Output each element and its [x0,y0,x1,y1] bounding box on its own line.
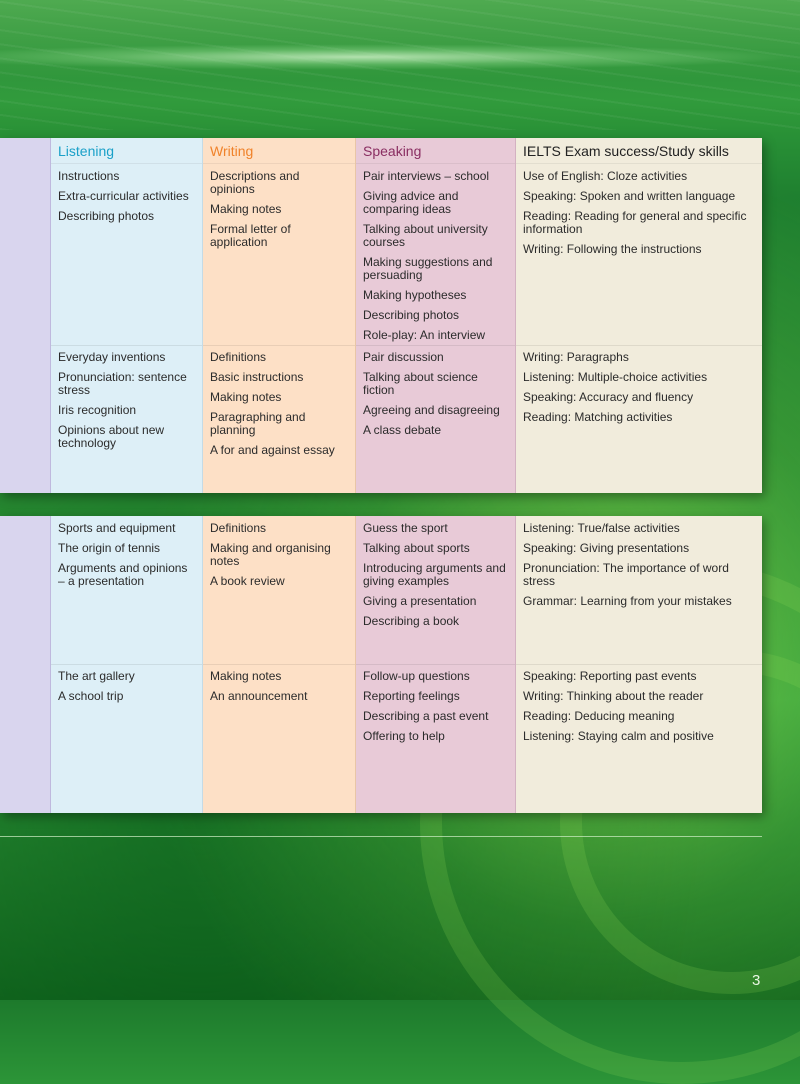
list-item: Speaking: Giving presentations [523,541,690,555]
list-item: Pair interviews – school [363,169,490,183]
unit-column [0,138,51,493]
list-item: Listening: Staying calm and positive [523,729,714,743]
list-item: Basic instructions [210,370,304,384]
list-item: Making notes [210,202,282,216]
list-item: Pair discussion [363,350,444,364]
header-glow [0,44,800,70]
list-item: Talking about university courses [363,222,488,249]
list-item: Listening: Multiple-choice activities [523,370,708,384]
divider-rule [0,836,762,837]
list-item: Reading: Reading for general and specific information [523,209,747,236]
row-3-ielts [516,522,762,615]
writing-header: Writing [203,138,355,164]
list-item: Introducing arguments and giving examples [363,561,506,588]
row-1-writing [203,170,355,256]
list-item: Grammar: Learning from your mistakes [523,594,732,608]
list-item: Descriptions and opinions [210,169,300,196]
unit-column [0,516,51,813]
ielts-header: IELTS Exam success/Study skills [516,138,762,164]
list-item: Giving advice and comparing ideas [363,189,459,216]
list-item: Making and organising notes [210,541,331,568]
listening-column [51,516,203,813]
row-2-writing [203,351,355,464]
list-item: Making hypotheses [363,288,467,302]
list-item: Making notes [210,390,282,404]
list-item: Reading: Deducing meaning [523,709,675,723]
list-item: Talking about science fiction [363,370,478,397]
list-item: Describing a past event [363,709,489,723]
list-item: Pronunciation: The importance of word stress [523,561,729,588]
list-item: Making notes [210,669,282,683]
writing-column [203,516,356,813]
listening-column [51,138,203,493]
list-item: An announcement [210,689,308,703]
row-4-speaking [356,670,515,750]
list-item: Pronunciation: sentence stress [58,370,187,397]
row-3-speaking [356,522,515,635]
list-item: Reading: Matching activities [523,410,673,424]
listening-header: Listening [51,138,202,164]
syllabus-panel-1 [0,138,762,493]
list-item: A for and against essay [210,443,335,457]
row-4-ielts [516,670,762,750]
list-item: Instructions [58,169,120,183]
row-3-writing [203,522,355,595]
list-item: Definitions [210,350,267,364]
list-item: Paragraphing and planning [210,410,306,437]
list-item: Iris recognition [58,403,137,417]
list-item: Listening: True/false activities [523,521,680,535]
list-item: Guess the sport [363,521,448,535]
row-2-listening [51,351,202,457]
list-item: Writing: Thinking about the reader [523,689,704,703]
list-item: Offering to help [363,729,445,743]
list-item: The art gallery [58,669,135,683]
list-item: Agreeing and disagreeing [363,403,500,417]
list-item: Speaking: Accuracy and fluency [523,390,694,404]
list-item: Speaking: Spoken and written language [523,189,736,203]
list-item: Definitions [210,521,267,535]
list-item: Speaking: Reporting past events [523,669,697,683]
speaking-column [356,516,516,813]
page-number: 3 [752,972,761,989]
list-item: Formal letter of application [210,222,291,249]
speaking-column [356,138,516,493]
row-2-speaking [356,351,515,444]
list-item: Arguments and opinions – a presentation [58,561,188,588]
ielts-column [516,138,762,493]
row-4-listening [51,670,202,710]
list-item: Everyday inventions [58,350,166,364]
list-item: Role-play: An interview [363,328,486,342]
list-item: Describing a book [363,614,460,628]
list-item: A class debate [363,423,442,437]
row-4-writing [203,670,355,710]
list-item: Writing: Paragraphs [523,350,629,364]
list-item: The origin of tennis [58,541,161,555]
row-1-speaking [356,170,515,349]
list-item: Describing photos [58,209,155,223]
list-item: A book review [210,574,285,588]
list-item: Making suggestions and persuading [363,255,493,282]
list-item: Reporting feelings [363,689,460,703]
row-1-listening [51,170,202,230]
list-item: Opinions about new technology [58,423,165,450]
writing-column [203,138,356,493]
list-item: Sports and equipment [58,521,176,535]
list-item: A school trip [58,689,124,703]
speaking-header: Speaking [356,138,515,164]
list-item: Use of English: Cloze activities [523,169,688,183]
list-item: Writing: Following the instructions [523,242,702,256]
list-item: Describing photos [363,308,460,322]
row-3-listening [51,522,202,595]
row-1-ielts [516,170,762,263]
list-item: Talking about sports [363,541,470,555]
list-item: Giving a presentation [363,594,477,608]
list-item: Extra-curricular activities [58,189,189,203]
row-2-ielts [516,351,762,431]
syllabus-panel-2 [0,516,762,813]
list-item: Follow-up questions [363,669,470,683]
ielts-column [516,516,762,813]
